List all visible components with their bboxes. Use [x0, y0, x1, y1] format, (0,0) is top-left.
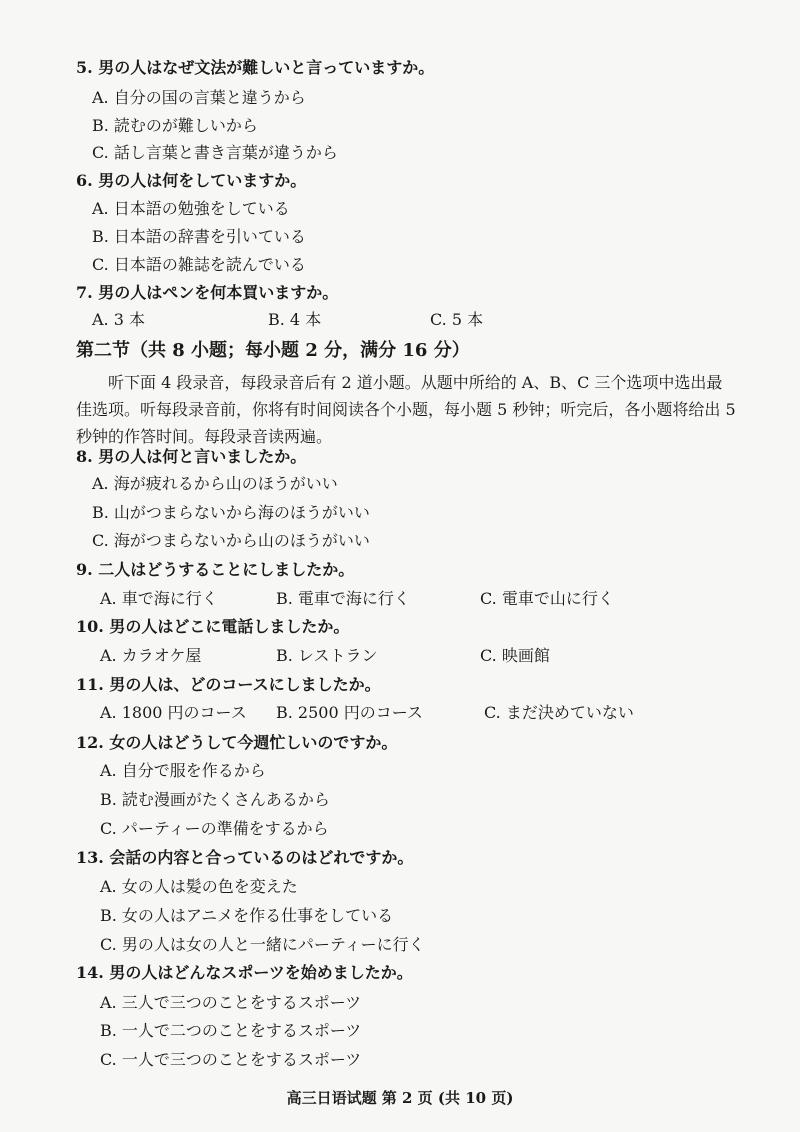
option-6b: B. 日本語の辞書を引いている	[92, 227, 306, 246]
question-12: 12. 女の人はどうして今週忙しいのですか。	[76, 733, 398, 752]
option-9c: C. 電車で山に行く	[480, 589, 614, 608]
option-7c: C. 5 本	[430, 310, 484, 329]
option-13a: A. 女の人は髪の色を変えた	[100, 877, 298, 896]
question-11: 11. 男の人は、どのコースにしましたか。	[76, 675, 381, 694]
option-6a: A. 日本語の勉強をしている	[92, 199, 290, 218]
option-11a: A. 1800 円のコース	[100, 703, 247, 722]
option-13c: C. 男の人は女の人と一緒にパーティーに行く	[100, 935, 425, 954]
option-9a: A. 車で海に行く	[100, 589, 218, 608]
option-7a: A. 3 本	[92, 310, 145, 329]
option-14a: A. 三人で三つのことをするスポーツ	[100, 993, 362, 1012]
page-footer: 高三日语试题 第 2 页 (共 10 页)	[286, 1089, 514, 1107]
option-7b: B. 4 本	[268, 310, 322, 329]
section-title: 第二节（共 8 小题；每小题 2 分，满分 16 分）	[76, 340, 470, 361]
option-5a: A. 自分の国の言葉と違うから	[92, 88, 306, 107]
option-11c: C. まだ決めていない	[484, 703, 634, 722]
option-10a: A. カラオケ屋	[100, 646, 202, 665]
option-8c: C. 海がつまらないから山のほうがいい	[92, 531, 370, 550]
option-9b: B. 電車で海に行く	[276, 589, 410, 608]
question-7: 7. 男の人はペンを何本買いますか。	[76, 283, 339, 302]
question-10: 10. 男の人はどこに電話しましたか。	[76, 617, 350, 636]
option-12a: A. 自分で服を作るから	[100, 761, 266, 780]
option-11b: B. 2500 円のコース	[276, 703, 423, 722]
option-5c: C. 話し言葉と書き言葉が違うから	[92, 143, 338, 162]
option-12c: C. パーティーの準備をするから	[100, 819, 329, 838]
option-13b: B. 女の人はアニメを作る仕事をしている	[100, 906, 394, 925]
option-5b: B. 読むのが難しいから	[92, 116, 258, 135]
option-8b: B. 山がつまらないから海のほうがいい	[92, 503, 370, 522]
question-13: 13. 会話の内容と合っているのはどれですか。	[76, 848, 414, 867]
option-8a: A. 海が疲れるから山のほうがいい	[92, 474, 338, 493]
option-6c: C. 日本語の雑誌を読んでいる	[92, 255, 306, 274]
question-9: 9. 二人はどうすることにしましたか。	[76, 560, 355, 579]
question-5: 5. 男の人はなぜ文法が難しいと言っていますか。	[76, 58, 435, 77]
option-14b: B. 一人で二つのことをするスポーツ	[100, 1021, 362, 1040]
option-10b: B. レストラン	[276, 646, 378, 665]
option-12b: B. 読む漫画がたくさんあるから	[100, 790, 330, 809]
section-instructions: 听下面 4 段录音，每段录音后有 2 道小题。从题中所给的 A、B、C 三个选项中选出最佳选项。听每段录音前，你将有时间阅读各个小题，每小题 5 秒钟；听完后，各小题将给出 5 秒钟的作答时间。每段录音读两遍。	[76, 373, 736, 446]
question-6: 6. 男の人は何をしていますか。	[76, 171, 307, 190]
question-14: 14. 男の人はどんなスポーツを始めましたか。	[76, 963, 413, 982]
question-8: 8. 男の人は何と言いましたか。	[76, 447, 307, 466]
option-14c: C. 一人で三つのことをするスポーツ	[100, 1050, 362, 1069]
option-10c: C. 映画館	[480, 646, 550, 665]
